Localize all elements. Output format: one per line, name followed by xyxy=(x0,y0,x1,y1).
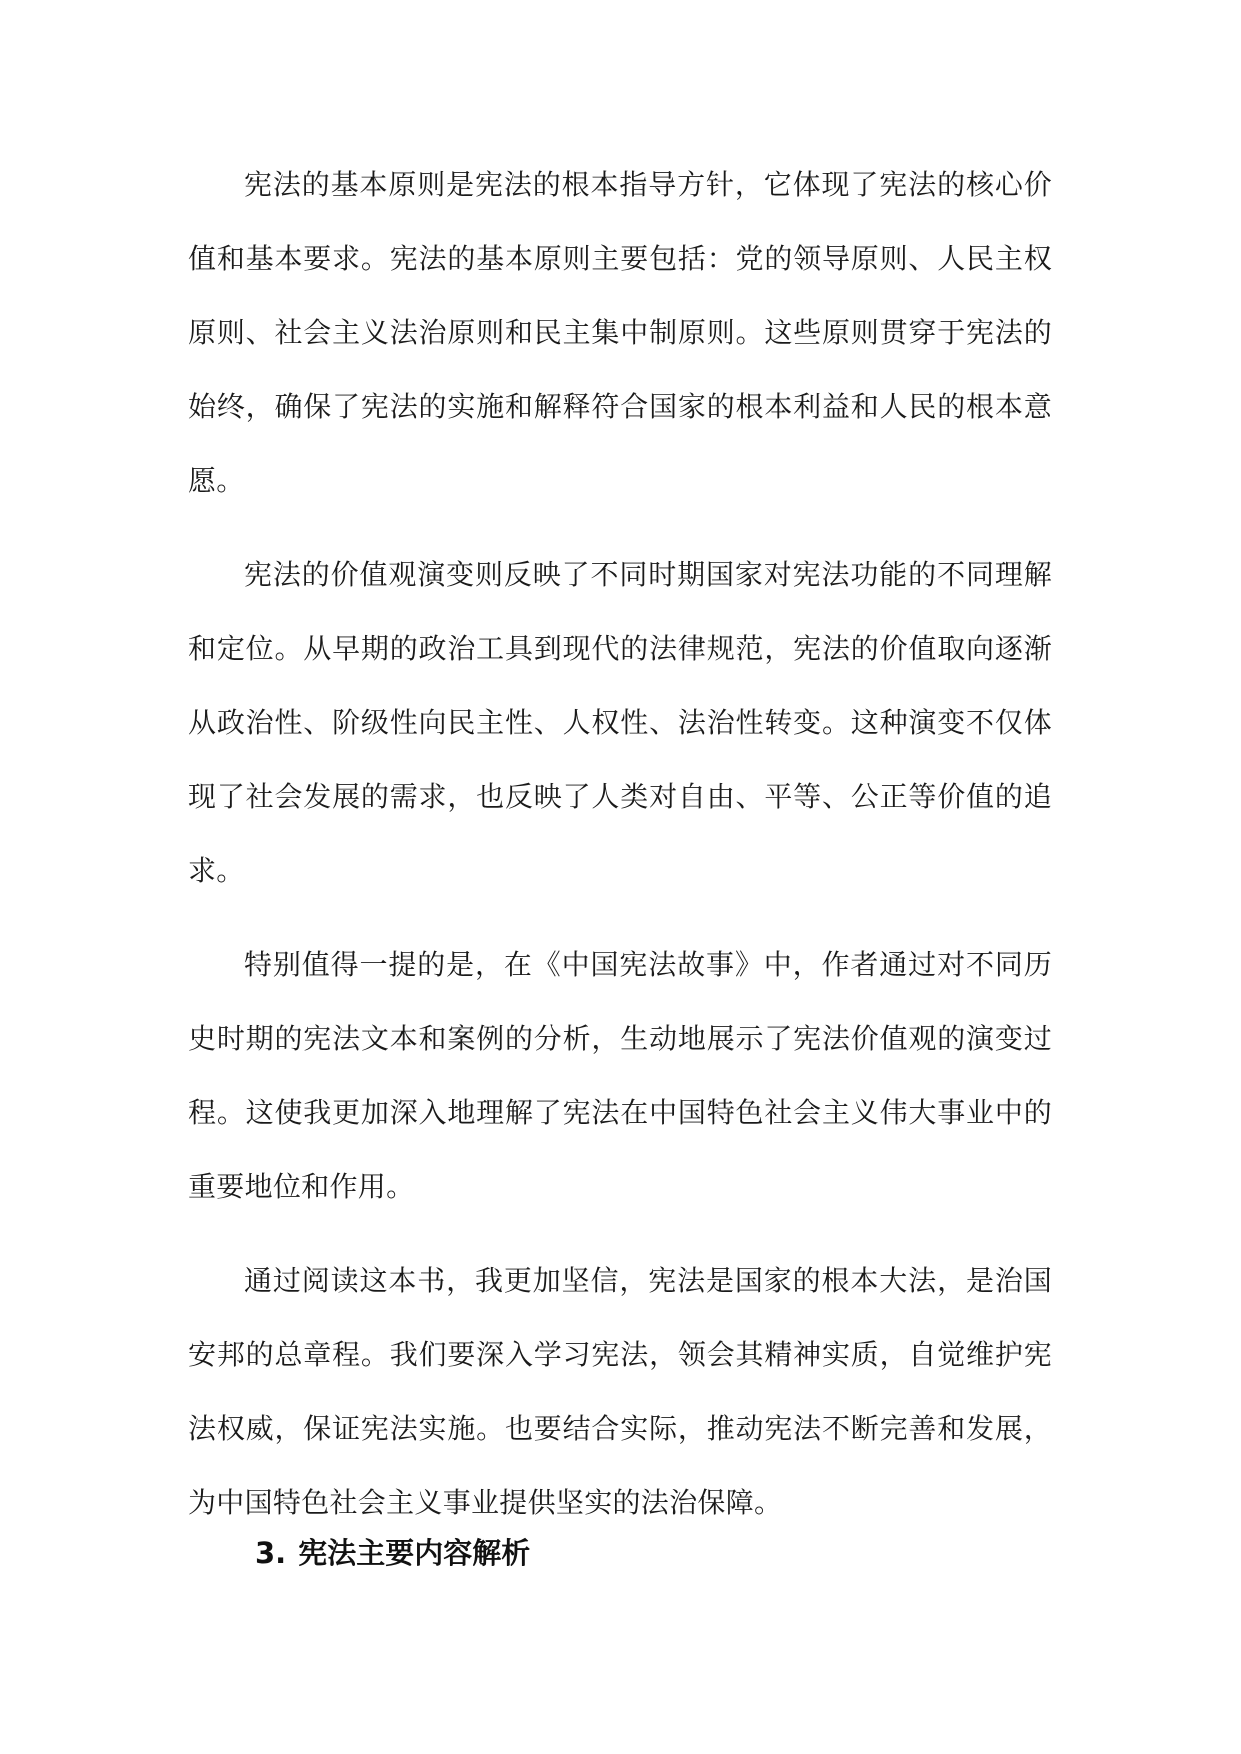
paragraph-conclusion: 通过阅读这本书，我更加坚信，宪法是国家的根本大法，是治国安邦的总章程。我们要深入学习宪法，领会其精神实质，自觉维护宪法权威，保证宪法实施。也要结合实际，推动宪法不断完善和发展，为中国特色社会主义事业提供坚实的法治保障。 xyxy=(188,1264,1052,1519)
section-title: 宪法主要内容解析 xyxy=(298,1536,531,1570)
section-heading xyxy=(255,1533,530,1573)
body-text xyxy=(188,148,1052,1560)
paragraph-book-highlight: 特别值得一提的是，在《中国宪法故事》中，作者通过对不同历史时期的宪法文本和案例的分析，生动地展示了宪法价值观的演变过程。这使我更加深入地理解了宪法在中国特色社会主义伟大事业中的重要地位和作用。 xyxy=(188,948,1052,1203)
paragraph-value-evolution: 宪法的价值观演变则反映了不同时期国家对宪法功能的不同理解和定位。从早期的政治工具到现代的法律规范，宪法的价值取向逐渐从政治性、阶级性向民主性、人权性、法治性转变。这种演变不仅体现了社会发展的需求，也反映了人类对自由、平等、公正等价值的追求。 xyxy=(188,558,1052,887)
paragraph-basic-principles: 宪法的基本原则是宪法的根本指导方针，它体现了宪法的核心价值和基本要求。宪法的基本原则主要包括：党的领导原则、人民主权原则、社会主义法治原则和民主集中制原则。这些原则贯穿于宪法的始终，确保了宪法的实施和解释符合国家的根本利益和人民的根本意愿。 xyxy=(188,168,1052,497)
section-number: 3. xyxy=(255,1536,287,1570)
